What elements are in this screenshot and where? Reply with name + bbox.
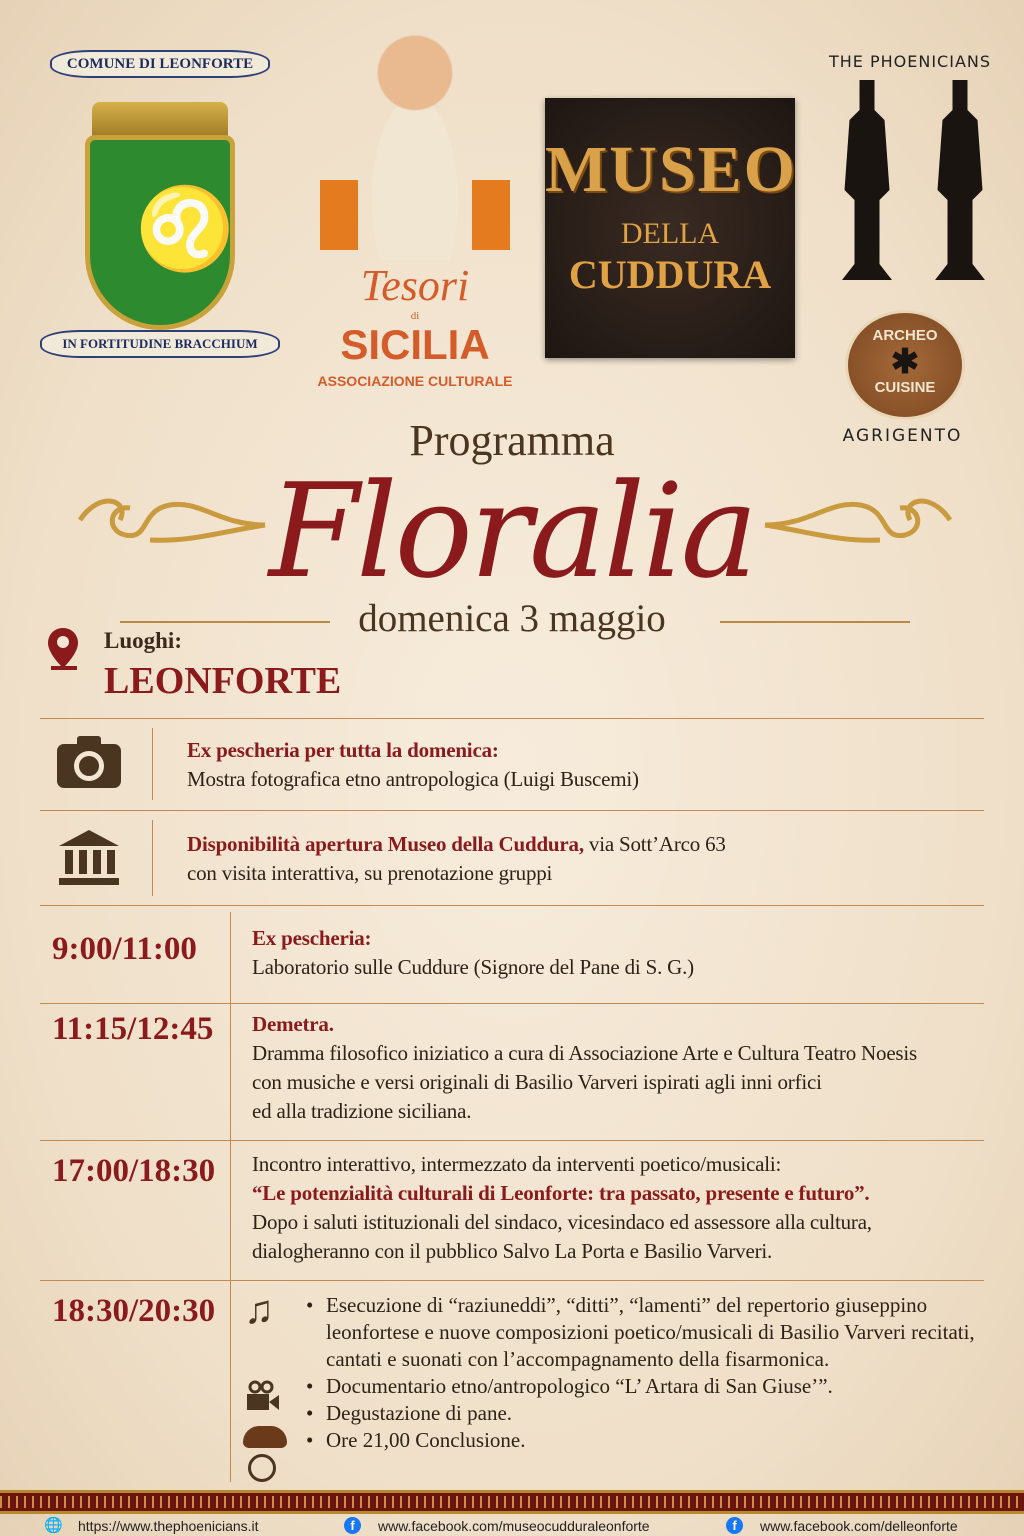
event-title: Floralia <box>268 455 756 607</box>
facebook-icon: f <box>344 1517 361 1534</box>
facebook-icon: f <box>726 1517 743 1534</box>
divider <box>40 1280 984 1281</box>
museo-della-cuddura-logo <box>545 98 798 358</box>
museo-word: MUSEO <box>545 133 798 206</box>
info-row-museum <box>187 830 726 888</box>
schedule-item <box>252 1150 872 1266</box>
info-text: con visita interattiva, su prenotazione gruppi <box>187 861 553 885</box>
divider <box>152 820 153 896</box>
schedule-time: 17:00/18:30 <box>52 1153 216 1189</box>
comune-ribbon-top: COMUNE DI LEONFORTE <box>50 50 270 78</box>
cuisine-text: CUISINE <box>874 379 936 396</box>
schedule-item <box>252 1010 917 1126</box>
asterisk-icon: ✱ <box>890 343 920 381</box>
footer <box>0 1515 1024 1536</box>
info-row-photo <box>187 736 639 794</box>
comune-di-leonforte-logo <box>30 40 290 370</box>
tesori-di: di <box>410 310 420 322</box>
info-address: via Sott’Arco 63 <box>583 832 726 856</box>
music-note-icon: ♫ <box>244 1287 274 1332</box>
divider <box>152 728 153 800</box>
globe-icon: 🌐 <box>44 1517 63 1534</box>
right-flourish-ornament <box>760 480 960 550</box>
schedule-text: dialogheranno con il pubblico Salvo La Porta e Basilio Varveri. <box>252 1239 773 1263</box>
divider <box>40 1140 984 1141</box>
event-date: domenica 3 maggio <box>358 597 666 640</box>
tesori-title: Tesori <box>360 261 470 310</box>
bullet-item: • Degustazione di pane. <box>300 1400 990 1427</box>
facebook-link-leonforte[interactable]: www.facebook.com/delleonforte <box>760 1518 958 1534</box>
divider <box>40 1003 984 1004</box>
archeo-cuisine-logo <box>845 310 965 420</box>
location-pin-icon <box>45 626 81 674</box>
schedule-time: 11:15/12:45 <box>52 1011 214 1047</box>
museum-icon <box>57 828 121 886</box>
left-flourish-ornament <box>70 480 270 550</box>
schedule-time: 18:30/20:30 <box>52 1293 216 1329</box>
schedule-title: Demetra. <box>252 1012 334 1036</box>
bullet-item: • Ore 21,00 Conclusione. <box>300 1427 990 1454</box>
camera-icon <box>55 732 123 790</box>
tesori-assoc: ASSOCIAZIONE CULTURALE <box>317 373 513 389</box>
bullet-item: • Documentario etno/antropologico “L’ Artara di San Giuse’”. <box>300 1373 990 1400</box>
comune-ribbon-bottom: IN FORTITUDINE BRACCHIUM <box>40 330 280 358</box>
website-link[interactable]: https://www.thephoenicians.it <box>78 1518 259 1534</box>
divider <box>40 810 984 811</box>
schedule-item <box>252 924 694 982</box>
agrigento-label: AGRIGENTO <box>842 426 963 446</box>
schedule-bullets <box>300 1292 990 1454</box>
divider <box>40 718 984 719</box>
info-title: Disponibilità apertura Museo della Cuddura, <box>187 832 584 856</box>
schedule-intro: Incontro interattivo, intermezzato da interventi poetico/musicali: <box>252 1152 782 1176</box>
schedule-time: 9:00/11:00 <box>52 931 197 967</box>
archeo-text: ARCHEO <box>872 327 938 344</box>
schedule-text: con musiche e versi originali di Basilio Varveri ispirati agli inni orfici <box>252 1070 822 1094</box>
phoenician-statue-icon <box>935 80 985 280</box>
coat-of-arms-shield <box>85 135 235 330</box>
phoenician-statue-icon <box>842 80 892 280</box>
tesori-di-sicilia-logo <box>300 20 530 420</box>
info-text: Mostra fotografica etno antropologica (Luigi Buscemi) <box>187 767 639 791</box>
bullet-item: • Esecuzione di “raziuneddi”, “ditti”, “lamenti” del repertorio giuseppino leonfortese e nuove composizioni poetico/musicali di Basilio Varveri recitati, cantati e suonati con l’accompagnamento della fisarmonica. <box>300 1292 990 1373</box>
lion-icon: ♌ <box>135 186 235 274</box>
divider <box>230 912 231 1482</box>
goddess-illustration <box>340 20 490 260</box>
schedule-text: ed alla tradizione siciliana. <box>252 1099 472 1123</box>
divider <box>120 621 330 623</box>
phoenicians-title: THE PHOENICIANS <box>828 52 992 71</box>
greek-key-border <box>0 1490 1024 1514</box>
museo-della: DELLA <box>620 217 720 250</box>
video-camera-icon <box>244 1380 280 1416</box>
tesori-sicilia: SICILIA <box>340 321 490 368</box>
bread-icon <box>243 1426 287 1448</box>
programma-heading: Programma <box>409 416 615 465</box>
info-title: Ex pescheria per tutta la domenica: <box>187 738 499 762</box>
clock-icon <box>248 1454 276 1482</box>
divider <box>720 621 910 623</box>
schedule-text: Dopo i saluti istituzionali del sindaco, vicesindaco ed assessore alla cultura, <box>252 1210 872 1234</box>
facebook-link-museo[interactable]: www.facebook.com/museocudduraleonforte <box>378 1518 650 1534</box>
schedule-text: Dramma filosofico iniziatico a cura di Associazione Arte e Cultura Teatro Noesis <box>252 1041 918 1065</box>
location-label: Luoghi: <box>104 628 182 653</box>
schedule-title: “Le potenzialità culturali di Leonforte: tra passato, presente e futuro”. <box>252 1181 870 1205</box>
divider <box>40 905 984 906</box>
location-name: LEONFORTE <box>104 660 342 702</box>
schedule-title: Ex pescheria: <box>252 926 372 950</box>
schedule-text: Laboratorio sulle Cuddure (Signore del Pane di S. G.) <box>252 955 694 979</box>
museo-cuddura: CUDDURA <box>568 252 772 297</box>
